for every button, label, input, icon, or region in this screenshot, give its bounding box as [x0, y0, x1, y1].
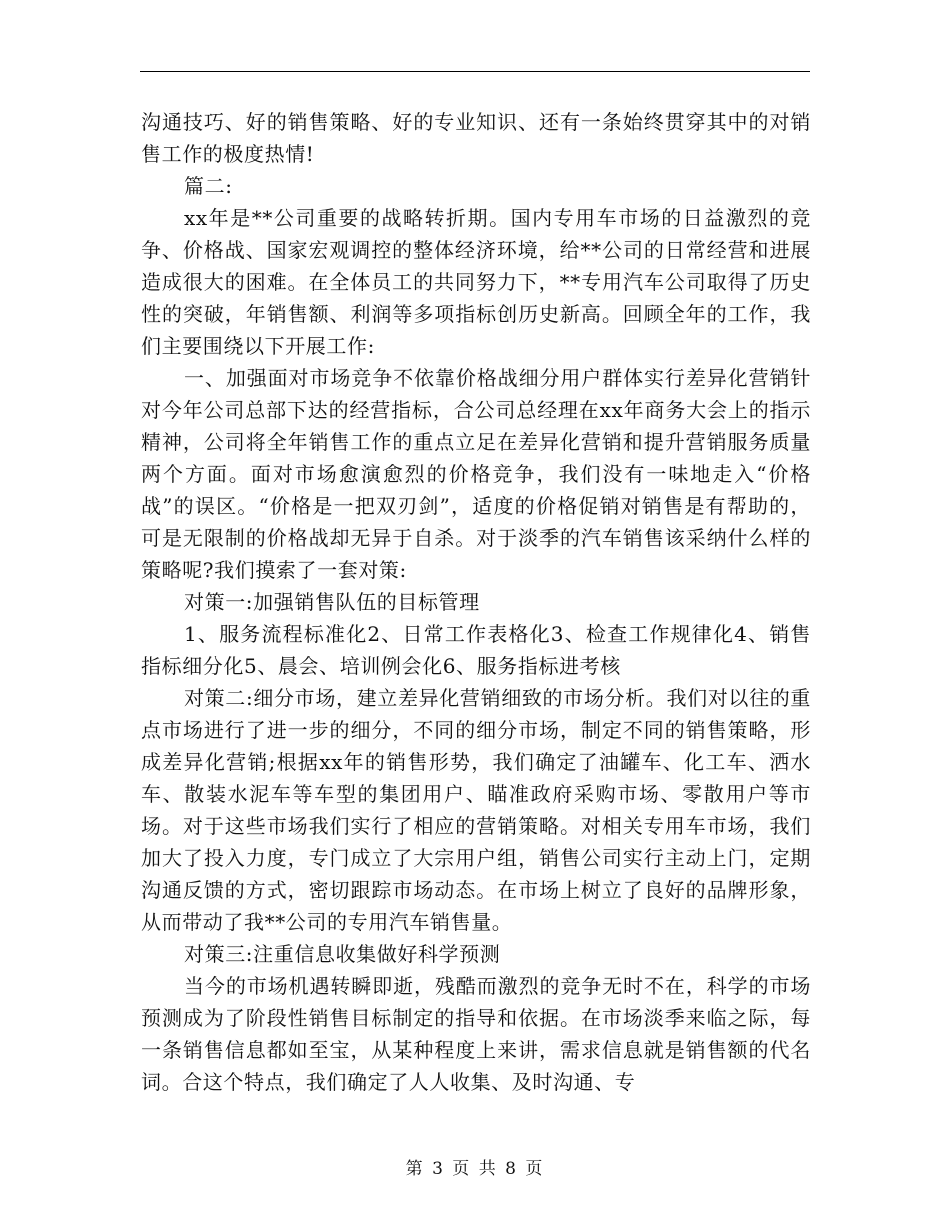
paragraph-intro: xx年是**公司重要的战略转折期。国内专用车市场的日益激烈的竞争、价格战、国家宏观调控的整体经济环境，给**公司的日常经营和进展造成很大的困难。在全体员工的共同努力下，**专用汽车公司取得了历史性的突破，年销售额、利润等多项指标创历史新高。回顾全年的工作，我们主要围绕以下开展工作:	[141, 206, 811, 358]
subheading-countermeasure-three: 对策三:注重信息收集做好科学预测	[184, 942, 501, 966]
document-body	[141, 106, 811, 1098]
paragraph-market-forecast: 当今的市场机遇转瞬即逝，残酷而激烈的竞争无时不在，科学的市场预测成为了阶段性销售目标制定的指导和依据。在市场淡季来临之际，每一条销售信息都如至宝，从某种程度上来讲，需求信息就是销售额的代名词。合这个特点，我们确定了人人收集、及时沟通、专	[141, 974, 811, 1094]
subheading-countermeasure-one: 对策一:加强销售队伍的目标管理	[184, 590, 480, 614]
section-heading-part-two: 篇二:	[184, 174, 233, 198]
paragraph-strategy-one: 一、加强面对市场竞争不依靠价格战细分用户群体实行差异化营销针对今年公司总部下达的经营指标，合公司总经理在xx年商务大会上的指示精神，公司将全年销售工作的重点立足在差异化营销和提升营销服务质量两个方面。面对市场愈演愈烈的价格竞争，我们没有一味地走入“价格战”的误区。“价格是一把双刃剑”，适度的价格促销对销售是有帮助的，可是无限制的价格战却无异于自杀。对于淡季的汽车销售该采纳什么样的策略呢?我们摸索了一套对策:	[141, 366, 811, 582]
header-rule	[140, 71, 810, 72]
paragraph-continuation: 沟通技巧、好的销售策略、好的专业知识、还有一条始终贯穿其中的对销售工作的极度热情!	[141, 110, 811, 166]
page-number-footer: 第 3 页 共 8 页	[405, 1159, 545, 1179]
paragraph-countermeasure-two: 对策二:细分市场，建立差异化营销细致的市场分析。我们对以往的重点市场进行了进一步的细分，不同的细分市场，制定不同的销售策略，形成差异化营销;根据xx年的销售形势，我们确定了油罐车、化工车、洒水车、散装水泥车等车型的集团用户、瞄准政府采购市场、零散用户等市场。对于这些市场我们实行了相应的营销策略。对相关专用车市场，我们加大了投入力度，专门成立了大宗用户组，销售公司实行主动上门，定期沟通反馈的方式，密切跟踪市场动态。在市场上树立了良好的品牌形象，从而带动了我**公司的专用汽车销售量。	[141, 686, 811, 934]
paragraph-list-items: 1、服务流程标准化2、日常工作表格化3、检查工作规律化4、销售指标细分化5、晨会、培训例会化6、服务指标进考核	[141, 622, 811, 678]
